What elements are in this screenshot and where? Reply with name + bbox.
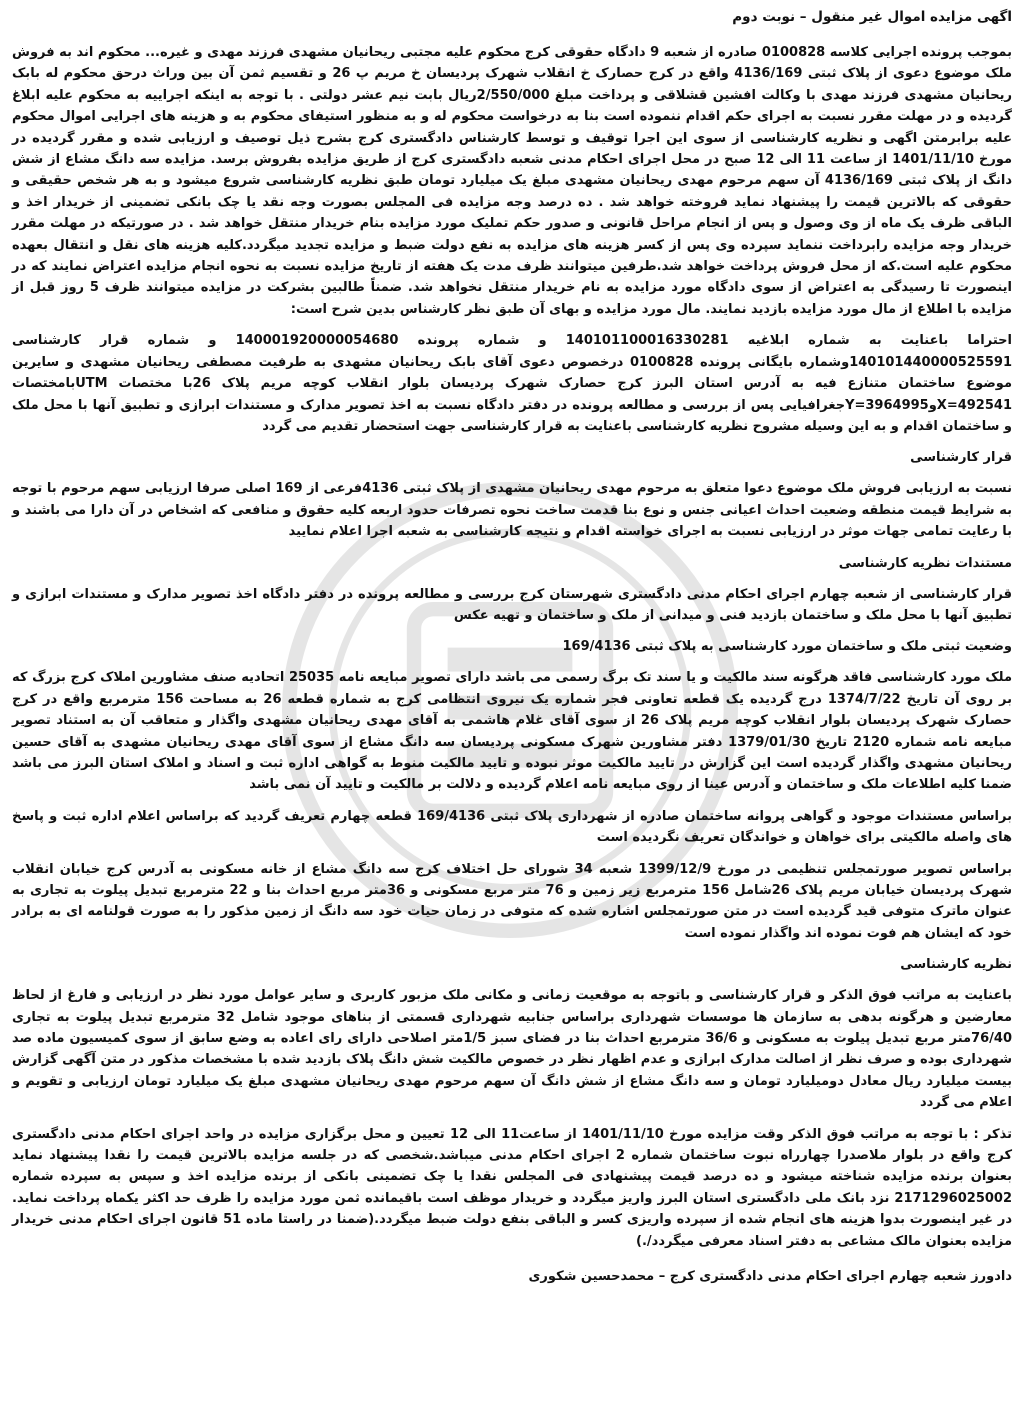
expert-intro-paragraph: احتراما باعنایت به شماره ابلاغیه 140101100016330281 و شماره پرونده 140001920000054680 و شماره قرار کارشناسی 140101440000525591وشماره بایگانی پرونده 0100828 درخصوص دعوی آقای بابک ریحانیان مشهدی به طرفیت مصطفی ریحانیان مشهدی و سایرین موضوع ساختمان متنازع فیه به آدرس استان البرز کرج حصارک شهرک پردیسان بلوار انقلاب کوچه مریم پلاک 26با مختصات UTMبامختصات X=492541وY=3964995جغرافیایی پس از بررسی و مطالعه پرونده در دفتر دادگاه نسبت به اخذ تصویر مدارک و مستندات ابرازی و تطبیق آنها با محل ملک و ساختمان اقدام و به این وسیله مشروح نظریه کارشناسی باعنایت به قرار کارشناسی جهت استحضار تقدیم می گردد [12, 333, 1013, 434]
ownership-paragraph: ملک مورد کارشناسی فاقد هرگونه سند مالکیت و یا سند تک برگ رسمی می باشد دارای تصویر مبایعه نامه 25035 اتحادیه صنف مشاورین املاک کرج بزرگ که بر روی آن تاریخ 1374/7/22 درج گردیده یک قطعه تعاونی فجر شماره یک نیروی انتظامی کرج به شماره قطعه 26 به مساحت 156 مترمربع واقع در کرج حصارک شهرک پردیسان بلوار انقلاب کوچه مریم پلاک 26 از سوی آقای غلام هاشمی به آقای مهدی ریحانیان مشهدی واگذار و متعاقب آن به استناد تصویر مبایعه نامه شماره 2120 تاریخ 1379/01/30 دفتر مشاورین شهرک مسکونی پردیسان سه دانگ مشاع از سوی آقای مهدی ریحانیان مشهدی به آقای حسین ریحانیان مشهدی واگذار گردیده است این گزارش در تایید مالکیت موثر نبوده و تایید مالکیت منوط به گواهی اداره ثبت و اسناد و املاک استان البرز می باشد ضمنا کلیه اطلاعات ملک و ساختمان و آدرس عینا از روی مبایعه نامه اعلام گردیده و دلالت بر مالکیت و تایید آن نمی باشد [12, 670, 1013, 793]
notice-title: اگهی مزایده اموال غیر منقول – نوبت دوم [732, 9, 1012, 25]
signature-line: دادورز شعبه چهارم اجرای احکام مدنی دادگستری کرج – محمدحسین شکوری [528, 1269, 1012, 1285]
section-heading-status: وضعیت ثبتی ملک و ساختمان مورد کارشناسی به پلاک ثبتی 169/4136 [562, 639, 1012, 655]
note-paragraph: تذکر : با توجه به مراتب فوق الذکر وقت مزایده مورخ 1401/11/10 از ساعت11 الی 12 تعیین و محل برگزاری مزایده در واحد اجرای احکام مدنی دادگستری کرج واقع در بلوار ملاصدرا چهارراه نبوت ساختمان شماره 2 اجرای احکام مدنی میباشد.شخصی که در جلسه مزایده بالاترین قیمت را نقدا پیشنهاد نماید بعنوان برنده مزایده شناخته میشود و ده درصد قیمت پیشنهادی فی المجلس نقدا یا چک تضمینی بانکی از برنده مزایده اخذ و سپس به سپرده شماره 2171296025002 نزد بانک ملی دادگستری استان البرز واریز میگردد و خریدار موظف است باقیمانده ثمن مورد مزایده را ظرف حد اکثر یکماه پرداخت نماید. در غیر اینصورت بدوا هزینه های انجام شده از سپرده واریزی کسر و الباقی بنفع دولت ضبط میگردد.(ضمنا در راستا ماده 51 قانون اجرای احکام مدنی خریدار مزایده بعنوان مالک مشاعی به دفتر اسناد معرفی میگردد/.) [12, 1126, 1013, 1249]
notice-content [12, 6, 1012, 1287]
section-heading-decision: قرار کارشناسی [910, 450, 1012, 466]
notice-intro-paragraph: بموجب پرونده اجرایی کلاسه 0100828 صادره از شعبه 9 دادگاه حقوقی کرج محکوم علیه مجتبی ریحانیان مشهدی فرزند مهدی و غیره... محکوم اند به فروش ملک موضوع دعوی از پلاک ثبتی 4136/169 واقع در کرج حصارک خ انقلاب شهرک پردیسان خ مریم پ 26 و تقسیم ثمن آن بین وراث درحق محکوم له بابک ریحانیان مشهدی فرزند مهدی با وکالت افشین قشلاقی و پرداخت مبلغ 2/550/000ریال بابت نیم عشر دولتی . با توجه به اینکه اجراییه به محکوم علیه ابلاغ گردیده و در مهلت مقرر نسبت به اجرای حکم اقدام ننموده است بنا به درخواست محکوم له و به منظور استیفای محکوم به و هزینه های اجرایی اموال محکوم علیه برابرمتن اگهی و نظریه کارشناسی از سوی این اجرا توقیف و توسط کارشناس دادگستری کرج بشرح ذیل توصیف و ارزیابی شده و مقرر گردیده در مورخ 1401/11/10 از ساعت 11 الی 12 صبح در محل اجرای احکام مدنی شعبه دادگستری کرج از طریق مزایده بفروش برسد. مزایده سه دانگ مشاع از شش دانگ از پلاک ثبتی 4136/169 آن سهم مرحوم مهدی ریحانیان مشهدی مبلغ یک میلیارد تومان طبق نظریه کارشناسی شروع میشود و به هر شخص حقیقی و حقوقی که بالاترین قیمت را پیشنهاد نماید فروخته خواهد شد . ده درصد وجه مزایده فی المجلس بصورت وجه نقد یا چک بانکی تضمینی از خریدار اخذ و الباقی ظرف یک ماه از وی وصول و پس از انجام مراحل قانونی و صدور حکم تملیک مورد مزایده بنام خریدار منتقل خواهد شد . در صورتیکه در مهلت مقرر خریدار وجه مزایده رابرداخت ننماید سپرده وی پس از کسر هزینه های مزایده به نفع دولت ضبط و مزایده تجدید میگردد.کلیه هزینه های نقل و انتقال بعهده محکوم علیه است.که از محل فروش پرداخت خواهد شد.طرفین میتوانند ظرف مدت یک هفته از تاریخ مزایده نسبت به نحوه انجام مزایده اعتراض نمایند که در اینصورت تا رسیدگی به اعتراض از سوی دادگاه مورد مزایده به نام خریدار منتقل نخواهد شد. ضمناً طالبین بشرکت در مزایده میتوانند ظرف 5 روز قبل از مزایده با اطلاع از مال مورد مزایده بازدید نمایند. مال مورد مزایده و بهای آن طبق نظر کارشناس بدین شرح است: [12, 45, 1013, 317]
documents-paragraph: قرار کارشناسی از شعبه چهارم اجرای احکام مدنی دادگستری شهرستان کرج بررسی و مطالعه پرونده در دفتر دادگاه اخذ تصویر مدارک و مستندات ابرازی و تطبیق آنها با محل ملک و ساختمان بازدید فنی و میدانی از ملک و ساختمان و تهیه عکس [12, 586, 1012, 623]
section-heading-opinion: نظریه کارشناسی [900, 957, 1012, 973]
council-minutes-paragraph: براساس تصویر صورتمجلس تنظیمی در مورخ 1399/12/9 شعبه 34 شورای حل اختلاف کرج سه دانگ مشاع از خانه مسکونی به آدرس کرج خیابان انقلاب شهرک پردیسان خیابان مریم پلاک 26شامل 156 مترمربع زیر زمین و 76 متر مربع مسکونی و 36متر مربع احداث بنا و 22 مترمربع تبدیل پیلوت به تجاری به عنوان ماترک متوفی قید گردیده است در متن صورتمجلس اشاره شده که متوفی در زمان حیات خود سه دانگ از زمین مذکور را به صورت قولنامه ای به برادر خود که ایشان هم فوت نموده اند واگذار نموده است [12, 861, 1013, 941]
permit-paragraph: براساس مستندات موجود و گواهی پروانه ساختمان صادره از شهرداری پلاک ثبتی 169/4136 قطعه چهارم تعریف گردید که براساس اعلام اداره ثبت و پاسخ های واصله مالکیتی برای خواهان و خواندگان تعریف نگردیده است [12, 808, 1012, 846]
decision-paragraph: نسبت به ارزیابی فروش ملک موضوع دعوا متعلق به مرحوم مهدی ریحانیان مشهدی از پلاک ثبتی 4136فرعی از 169 اصلی صرفا ارزیابی سهم مرحوم با توجه به شرایط قیمت منطقه وضعیت احداث اعیانی جنس و نوع بنا قدمت ساخت نحوه تصرفات حدود اربعه کلیه حقوق و منافعی که اشخاص در آن دارا می باشند و با رعایت تمامی جهات موثر در ارزیابی نسبت به اجرای خواسته اقدام و نتیجه کارشناسی به شعبه اجرا اعلام نمایید [12, 481, 1012, 540]
opinion-paragraph: باعنایت به مراتب فوق الذکر و قرار کارشناسی و باتوجه به موقعیت زمانی و مکانی ملک مزبور کاربری و سایر عوامل مورد نظر در ارزیابی و فارغ از لحاظ معارضین و هرگونه بدهی به سازمان ها موسسات شهرداری براساس جنابیه شهرداری قسمتی از بناهای موجود شامل 32 مترمربع تبدیل پیلوت به تجاری 76/40متر مربع تبدیل پیلوت به مسکونی و 36/6 مترمربع احداث بنا در فضای سبز 1/5متر اصلاحی دارای رای اعاده به وضع سابق از سوی کمیسیون ماده صد شهرداری بوده و صرف نظر از اصالت مدارک ابرازی و عدم اظهار نظر در خصوص مالکیت شش دانگ پلاک بازدید شده با مشخصات مذکور در متن آگهی گزارش بیست میلیارد ریال معادل دومیلیارد تومان و سه دانگ مشاع از شش دانگ آن سهم مرحوم مهدی ریحانیان مشهدی مبلغ یک میلیارد تومان ارزیابی و تقویم و اعلام می گردد [12, 988, 1013, 1111]
section-heading-documents: مستندات نظریه کارشناسی [838, 555, 1012, 571]
